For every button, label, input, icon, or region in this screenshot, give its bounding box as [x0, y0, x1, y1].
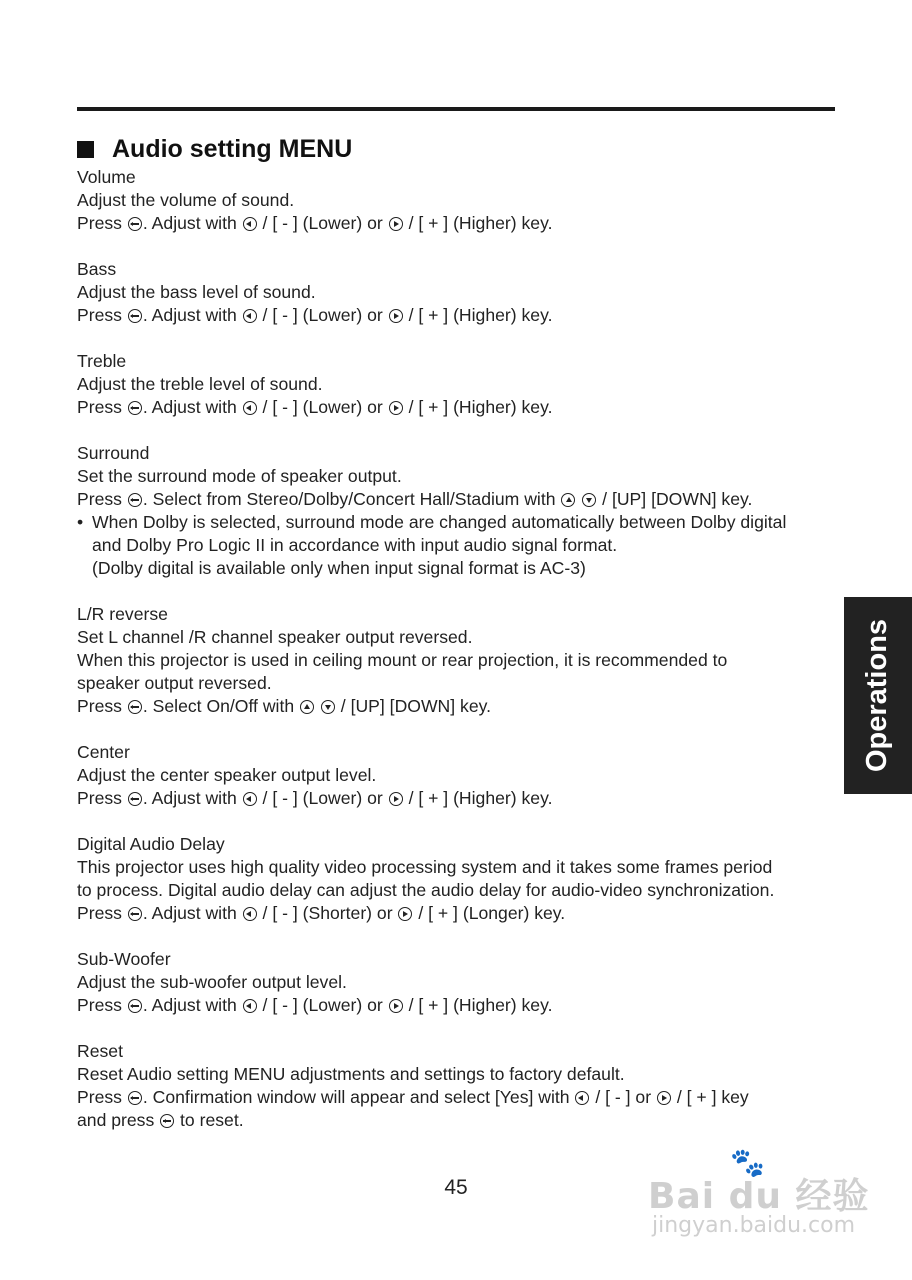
- section-digital-audio-delay: [77, 833, 847, 925]
- section-line: [77, 672, 847, 695]
- section-line: [77, 281, 847, 304]
- text-segment: / [ - ] (Lower) or: [257, 213, 388, 233]
- text-segment: and press: [77, 1110, 160, 1130]
- text-segment: [315, 696, 320, 716]
- note-line: and Dolby Pro Logic II in accordance with input audio signal format.: [92, 535, 618, 555]
- page-title-text: Audio setting MENU: [112, 135, 353, 163]
- text-segment: . Select On/Off with: [142, 696, 300, 716]
- section-line: [77, 1063, 847, 1086]
- section-line: [77, 1086, 847, 1109]
- enter-icon: [128, 1091, 142, 1105]
- bullet-icon: •: [77, 512, 84, 532]
- text-segment: Press: [77, 397, 127, 417]
- left-arrow-icon: [243, 217, 257, 231]
- section-volume: [77, 166, 847, 235]
- left-arrow-icon: [243, 999, 257, 1013]
- note-line: When Dolby is selected, surround mode are changed automatically between Dolby digital: [92, 512, 787, 532]
- text-segment: / [ - ] (Lower) or: [257, 305, 388, 325]
- section-title: L/R reverse: [77, 604, 168, 624]
- text-segment: Adjust the treble level of sound.: [77, 374, 323, 394]
- section-lr-reverse: [77, 603, 847, 718]
- left-arrow-icon: [243, 401, 257, 415]
- section-line: [77, 488, 847, 511]
- text-segment: . Confirmation window will appear and select [Yes] with: [142, 1087, 575, 1107]
- section-line: [77, 902, 847, 925]
- right-arrow-icon: [389, 999, 403, 1013]
- text-segment: Press: [77, 213, 127, 233]
- enter-icon: [160, 1114, 174, 1128]
- enter-icon: [128, 907, 142, 921]
- text-segment: / [ - ] (Lower) or: [257, 397, 388, 417]
- text-segment: Press: [77, 995, 127, 1015]
- section-title: Digital Audio Delay: [77, 834, 225, 854]
- enter-icon: [128, 217, 142, 231]
- text-segment: . Adjust with: [142, 995, 242, 1015]
- side-tab-label: Operations: [861, 618, 894, 773]
- enter-icon: [128, 999, 142, 1013]
- section-line: [77, 1109, 847, 1132]
- text-segment: Set the surround mode of speaker output.: [77, 466, 402, 486]
- section-line: [77, 626, 847, 649]
- text-segment: / [ - ] or: [590, 1087, 656, 1107]
- text-segment: speaker output reversed.: [77, 673, 272, 693]
- text-segment: [576, 489, 581, 509]
- section-line: [77, 212, 847, 235]
- right-arrow-icon: [389, 401, 403, 415]
- section-line: [77, 879, 847, 902]
- section-line: [77, 396, 847, 419]
- text-segment: / [ + ] (Higher) key.: [403, 788, 553, 808]
- text-segment: to process. Digital audio delay can adjust the audio delay for audio-video synchronization.: [77, 880, 775, 900]
- left-arrow-icon: [243, 792, 257, 806]
- text-segment: / [UP] [DOWN] key.: [335, 696, 492, 716]
- section-treble: [77, 350, 847, 419]
- text-segment: . Adjust with: [142, 397, 242, 417]
- section-line: [77, 465, 847, 488]
- enter-icon: [128, 792, 142, 806]
- up-arrow-icon: [561, 493, 575, 507]
- text-segment: Press: [77, 696, 127, 716]
- down-arrow-icon: [582, 493, 596, 507]
- section-reset: [77, 1040, 847, 1132]
- text-segment: Reset Audio setting MENU adjustments and settings to factory default.: [77, 1064, 625, 1084]
- top-rule: [77, 107, 835, 111]
- enter-icon: [128, 309, 142, 323]
- text-segment: / [UP] [DOWN] key.: [597, 489, 753, 509]
- section-title: Treble: [77, 351, 127, 371]
- text-segment: . Adjust with: [142, 788, 242, 808]
- left-arrow-icon: [243, 907, 257, 921]
- page-title: [77, 134, 352, 164]
- text-segment: Press: [77, 305, 127, 325]
- note: [77, 511, 847, 580]
- text-segment: . Adjust with: [142, 305, 242, 325]
- square-bullet-icon: [77, 141, 94, 158]
- text-segment: Adjust the sub-woofer output level.: [77, 972, 347, 992]
- section-line: [77, 304, 847, 327]
- text-segment: Adjust the volume of sound.: [77, 190, 295, 210]
- section-title: Volume: [77, 167, 136, 187]
- section-line: [77, 971, 847, 994]
- text-segment: / [ + ] (Higher) key.: [403, 213, 553, 233]
- right-arrow-icon: [398, 907, 412, 921]
- text-segment: Set L channel /R channel speaker output reversed.: [77, 627, 473, 647]
- section-bass: [77, 258, 847, 327]
- section-line: [77, 787, 847, 810]
- enter-icon: [128, 493, 142, 507]
- section-title: Reset: [77, 1041, 123, 1061]
- right-arrow-icon: [389, 217, 403, 231]
- text-segment: / [ + ] (Higher) key.: [403, 397, 553, 417]
- section-line: [77, 764, 847, 787]
- text-segment: Adjust the bass level of sound.: [77, 282, 316, 302]
- text-segment: When this projector is used in ceiling mount or rear projection, it is recommended to: [77, 650, 728, 670]
- section-line: [77, 856, 847, 879]
- paw-icon: 🐾: [730, 1146, 765, 1179]
- text-segment: / [ - ] (Lower) or: [257, 788, 388, 808]
- enter-icon: [128, 401, 142, 415]
- text-segment: / [ + ] (Longer) key.: [413, 903, 566, 923]
- text-segment: / [ + ] key: [671, 1087, 749, 1107]
- enter-icon: [128, 700, 142, 714]
- left-arrow-icon: [575, 1091, 589, 1105]
- text-segment: Press: [77, 489, 127, 509]
- side-tab: [844, 597, 912, 794]
- right-arrow-icon: [657, 1091, 671, 1105]
- section-line: [77, 649, 847, 672]
- text-segment: / [ - ] (Lower) or: [257, 995, 388, 1015]
- right-arrow-icon: [389, 792, 403, 806]
- section-title: Sub-Woofer: [77, 949, 171, 969]
- text-segment: Adjust the center speaker output level.: [77, 765, 377, 785]
- text-segment: Press: [77, 788, 127, 808]
- section-line: [77, 994, 847, 1017]
- content: [77, 166, 847, 1155]
- text-segment: . Adjust with: [142, 903, 242, 923]
- section-sub-woofer: [77, 948, 847, 1017]
- text-segment: Press: [77, 1087, 127, 1107]
- section-line: [77, 695, 847, 718]
- text-segment: Press: [77, 903, 127, 923]
- watermark-url: jingyan.baidu.com: [652, 1213, 856, 1238]
- section-surround: [77, 442, 847, 580]
- text-segment: / [ + ] (Higher) key.: [403, 995, 553, 1015]
- left-arrow-icon: [243, 309, 257, 323]
- up-arrow-icon: [300, 700, 314, 714]
- section-title: Center: [77, 742, 130, 762]
- right-arrow-icon: [389, 309, 403, 323]
- note-line: (Dolby digital is available only when input signal format is AC-3): [92, 558, 586, 578]
- page-number: 45: [444, 1176, 468, 1199]
- text-segment: / [ - ] (Shorter) or: [257, 903, 398, 923]
- watermark-logo: Bai du 经验: [648, 1176, 870, 1217]
- section-title: Bass: [77, 259, 117, 279]
- down-arrow-icon: [321, 700, 335, 714]
- text-segment: / [ + ] (Higher) key.: [403, 305, 553, 325]
- section-line: [77, 189, 847, 212]
- section-line: [77, 373, 847, 396]
- section-title: Surround: [77, 443, 150, 463]
- section-center: [77, 741, 847, 810]
- text-segment: to reset.: [175, 1110, 244, 1130]
- text-segment: This projector uses high quality video processing system and it takes some frames period: [77, 857, 773, 877]
- text-segment: . Adjust with: [142, 213, 242, 233]
- text-segment: . Select from Stereo/Dolby/Concert Hall/Stadium with: [142, 489, 561, 509]
